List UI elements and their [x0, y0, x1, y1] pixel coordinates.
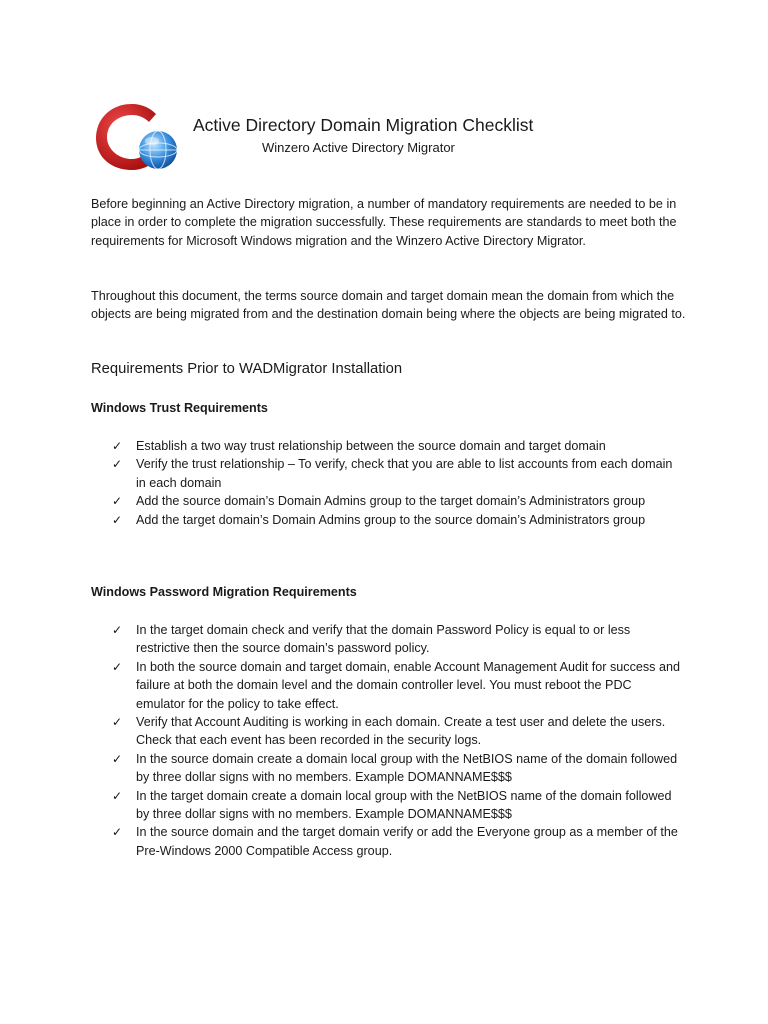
password-checklist: [112, 621, 682, 860]
checklist-item: [112, 621, 682, 658]
password-requirements-heading: Windows Password Migration Requirements: [91, 585, 357, 599]
trust-checklist: [112, 437, 682, 529]
checkmark-icon: ✓: [112, 788, 123, 803]
checklist-item-text: Verify that Account Auditing is working in each domain. Create a test user and delete the users. Check that each event has been recorded in the security logs.: [136, 715, 666, 748]
checkmark-icon: ✓: [112, 659, 123, 674]
checkmark-icon: ✓: [112, 751, 123, 766]
checklist-item-text: In the target domain create a domain local group with the NetBIOS name of the domain followed by three dollar signs with no members. Example DOMANNAME$$$: [136, 788, 672, 822]
checklist-item-text: In the source domain create a domain local group with the NetBIOS name of the domain followed by three dollar signs with no members. Example DOMANNAME$$$: [136, 751, 678, 785]
checklist-item: [112, 823, 682, 860]
checklist-item: [112, 455, 682, 492]
checklist-item-text: Add the source domain’s Domain Admins group to the target domain’s Administrators group: [136, 494, 646, 509]
section-heading: Requirements Prior to WADMigrator Installation: [91, 361, 403, 377]
checklist-item: [112, 658, 682, 713]
document-title: Active Directory Domain Migration Checklist: [193, 115, 534, 135]
checklist-item: [112, 492, 682, 510]
checkmark-icon: ✓: [112, 715, 123, 730]
document-subtitle: Winzero Active Directory Migrator: [262, 140, 455, 155]
trust-requirements-heading: Windows Trust Requirements: [91, 401, 268, 415]
checkmark-icon: ✓: [112, 439, 123, 453]
checklist-item-text: Verify the trust relationship – To verify, check that you are able to list accounts from each domain in each domain: [136, 457, 673, 490]
checklist-item: [112, 787, 682, 824]
checklist-item: [112, 437, 682, 455]
checkmark-icon: ✓: [112, 457, 123, 472]
checkmark-icon: ✓: [112, 494, 123, 509]
checklist-item-text: Add the target domain’s Domain Admins group to the source domain’s Administrators group: [136, 512, 646, 527]
checklist-item-text: In the source domain and the target domain verify or add the Everyone group as a member of the Pre-Windows 2000 Compatible Access group.: [136, 825, 678, 858]
intro-paragraph-1: Before beginning an Active Directory migration, a number of mandatory requirements are needed to be in place in order to complete the migration successfully. These requirements are standards to meet both the requirements for Microsoft Windows migration and the Winzero Active Directory Migrator.: [91, 197, 677, 248]
checkmark-icon: ✓: [112, 825, 123, 840]
intro-paragraph-2: Throughout this document, the terms source domain and target domain mean the domain from which the objects are being migrated from and the destination domain being where the objects are being migrated to.: [91, 289, 686, 322]
checklist-item: [112, 713, 682, 750]
checklist-item-text: In the target domain check and verify that the domain Password Policy is equal to or less restrictive then the source domain’s password policy.: [136, 623, 631, 656]
checklist-item-text: In both the source domain and target domain, enable Account Management Audit for success and failure at both the domain level and the domain controller level. You must reboot the PDC emulator for the policy to take effect.: [136, 659, 680, 711]
winzero-globe-logo-icon: [92, 100, 184, 174]
checklist-item: [112, 511, 682, 529]
checklist-item-text: Establish a two way trust relationship between the source domain and target domain: [136, 439, 606, 453]
checklist-item: [112, 750, 682, 787]
checkmark-icon: ✓: [112, 512, 123, 527]
checkmark-icon: ✓: [112, 623, 123, 637]
